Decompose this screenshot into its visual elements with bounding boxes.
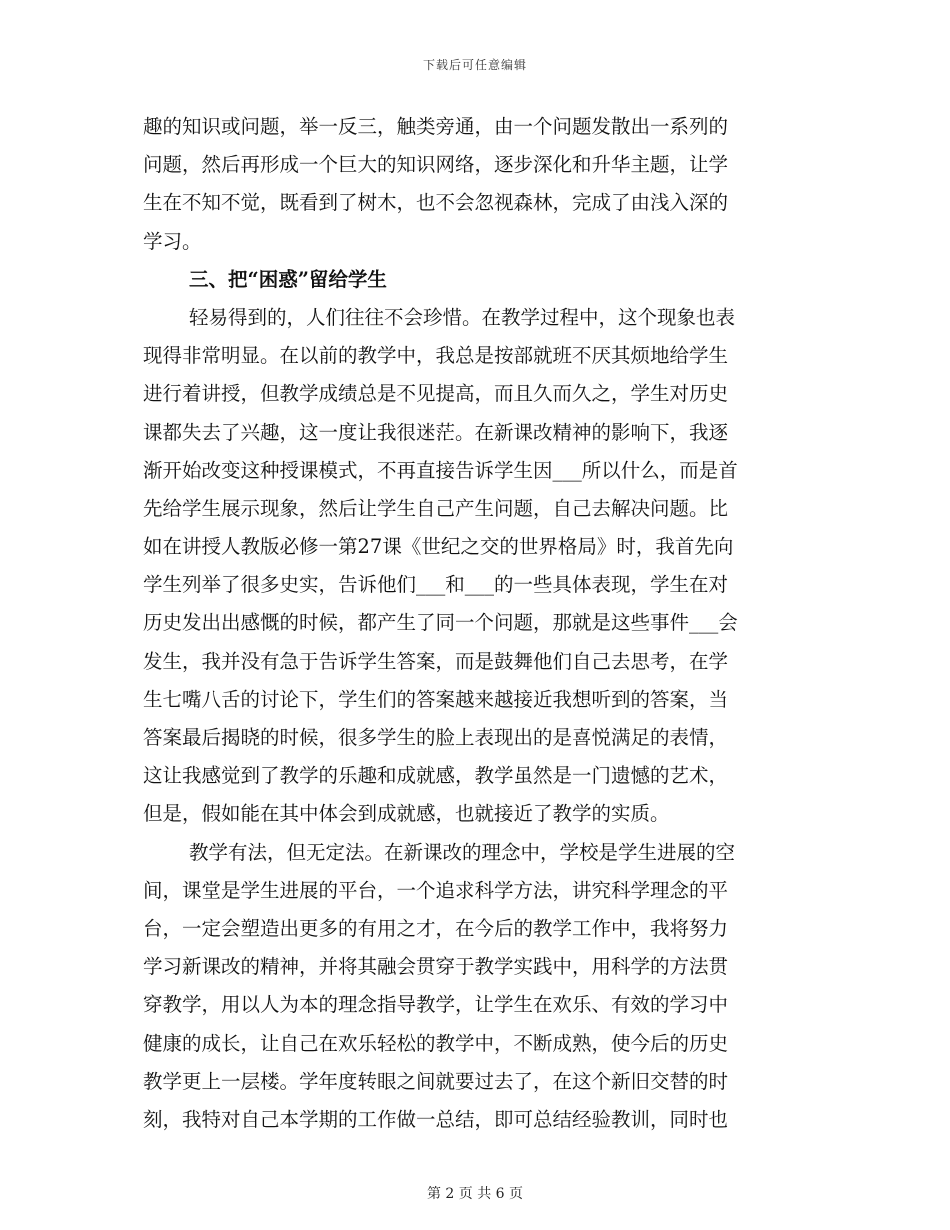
text-line: 渐开始改变这种授课模式，不再直接告诉学生因___所以什么，而是首: [143, 458, 738, 482]
text-line: 健康的成长，让自己在欢乐轻松的教学中，不断成熟，使今后的历史: [143, 1031, 729, 1055]
text-line: 发生，我并没有急于告诉学生答案，而是鼓舞他们自己去思考，在学: [143, 649, 729, 673]
text-line: 台，一定会塑造出更多的有用之才，在今后的教学工作中，我将努力: [143, 916, 729, 940]
text-line: 现得非常明显。在以前的教学中，我总是按部就班不厌其烦地给学生: [143, 344, 729, 368]
text-line: 学生列举了很多史实，告诉他们___和___的一些具体表现，学生在对: [143, 573, 729, 597]
text-line: 答案最后揭晓的时候，很多学生的脸上表现出的是喜悦满足的表情，: [143, 726, 729, 749]
text-line: 历史发出出感慨的时候，都产生了同一个问题，那就是这些事件___会: [143, 611, 738, 635]
text-line: 刻，我特对自己本学期的工作做一总结，即可总结经验教训，同时也: [143, 1107, 729, 1131]
text-line: 这让我感觉到了教学的乐趣和成就感，教学虽然是一门遗憾的艺术，: [143, 764, 729, 788]
text-line: 学习新课改的精神，并将其融会贯穿于教学实践中，用科学的方法贯: [143, 955, 729, 979]
text-line: 教学更上一层楼。学年度转眼之间就要过去了，在这个新旧交替的时: [143, 1069, 729, 1093]
document-body: [143, 108, 795, 1139]
text-line: 轻易得到的，人们往往不会珍惜。在教学过程中，这个现象也表: [189, 305, 736, 329]
text-line: 课都失去了兴趣，这一度让我很迷茫。在新课改精神的影响下，我逐: [143, 420, 729, 444]
text-line: 生七嘴八舌的讨论下，学生们的答案越来越接近我想听到的答案，当: [143, 687, 729, 711]
text-line: 间，课堂是学生进展的平台，一个追求科学方法，讲究科学理念的平: [143, 878, 729, 902]
text-line: 但是，假如能在其中体会到成就感，也就接近了教学的实质。: [143, 802, 670, 826]
text-line: 学习。: [143, 229, 202, 253]
text-line: 如在讲授人教版必修一第27课《世纪之交的世界格局》时，我首先向: [143, 535, 734, 559]
text-line: 穿教学，用以人为本的理念指导教学，让学生在欢乐、有效的学习中: [143, 993, 729, 1017]
text-line: 先给学生展示现象，然后让学生自己产生问题，自己去解决问题。比: [143, 496, 729, 520]
text-line: 生在不知不觉，既看到了树木，也不会忽视森林，完成了由浅入深的: [143, 191, 729, 215]
page-number-footer: 第 2 页 共 6 页: [426, 1186, 524, 1202]
section-heading: 三、把“困惑”留给学生: [189, 267, 387, 291]
text-line: 进行着讲授，但教学成绩总是不见提高，而且久而久之，学生对历史: [143, 382, 729, 406]
text-line: 问题，然后再形成一个巨大的知识网络，逐步深化和升华主题，让学: [143, 153, 729, 177]
text-line: 趣的知识或问题，举一反三，触类旁通，由一个问题发散出一系列的: [143, 115, 729, 138]
text-line: 教学有法，但无定法。在新课改的理念中，学校是学生进展的空: [189, 840, 736, 864]
page-header: 下载后可任意编辑: [422, 58, 527, 72]
